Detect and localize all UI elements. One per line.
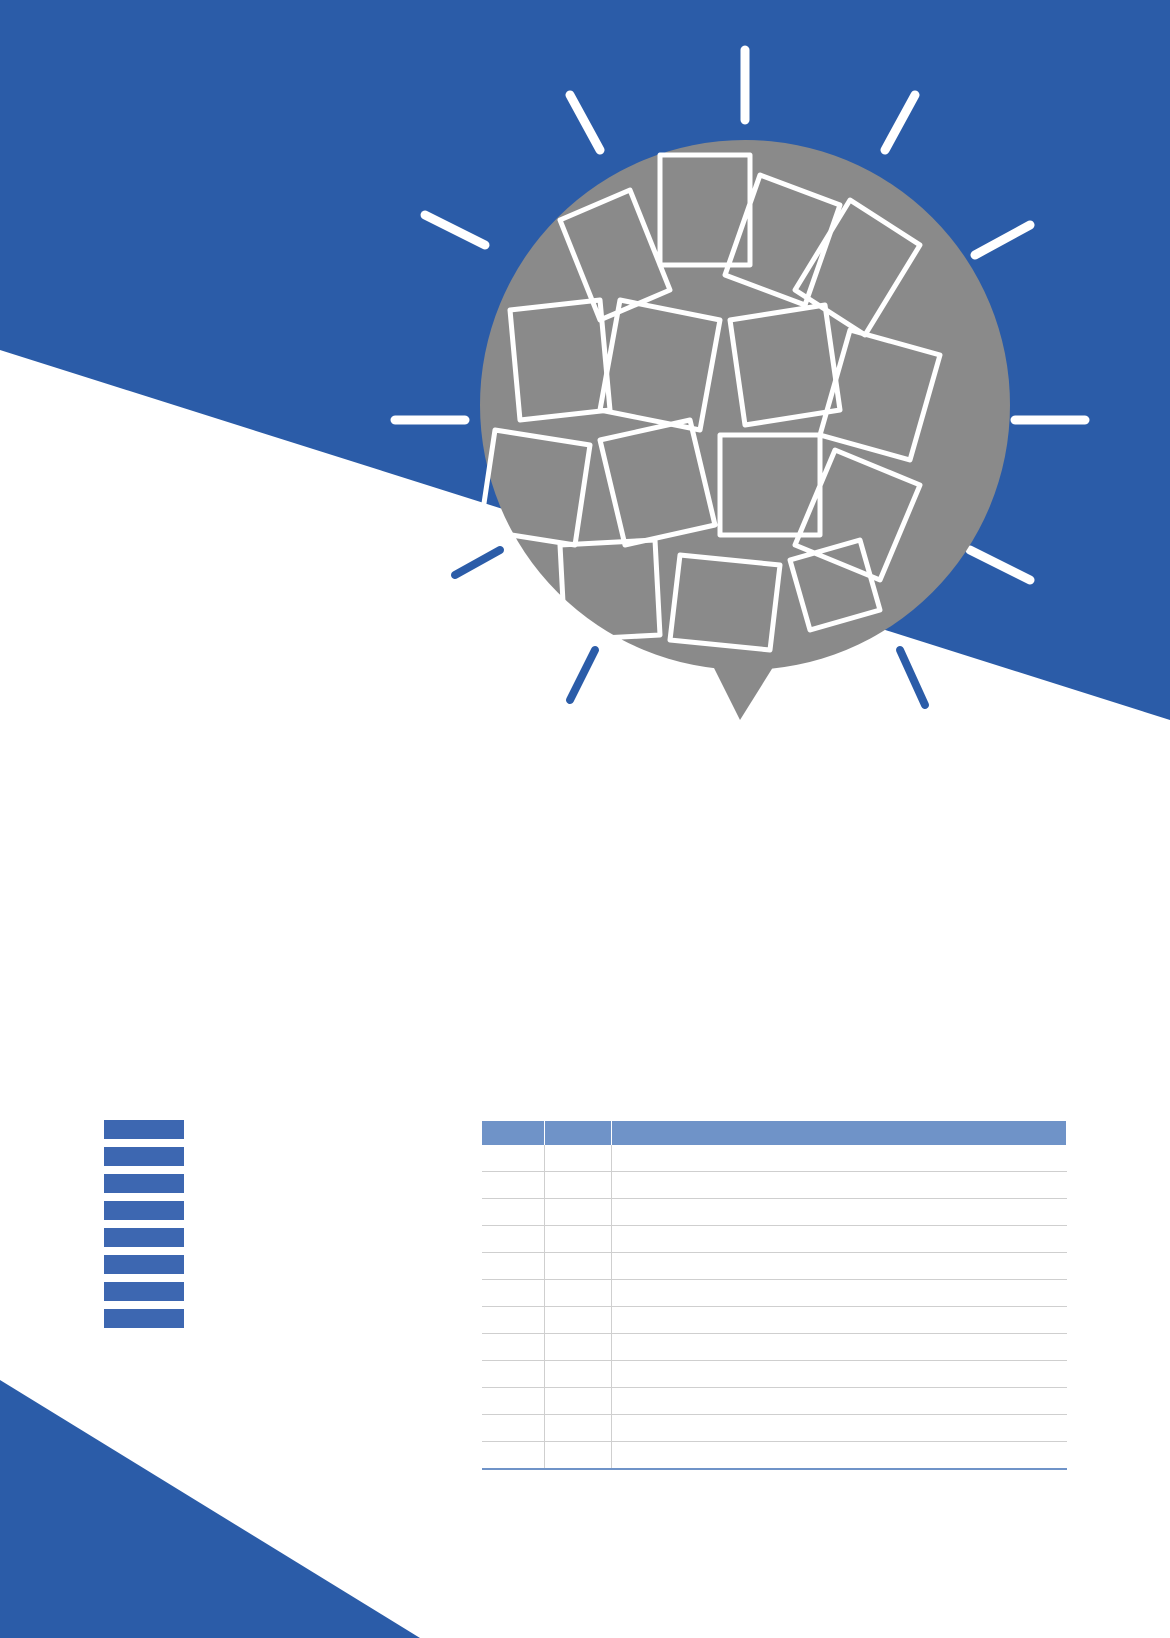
info-target	[104, 1228, 474, 1247]
info-label	[104, 1282, 184, 1301]
row-week	[482, 1280, 545, 1307]
row-date	[545, 1334, 612, 1361]
table-row	[482, 1361, 1067, 1388]
row-date	[545, 1415, 612, 1442]
table-row	[482, 1334, 1067, 1361]
info-panel	[104, 1120, 474, 1336]
info-intro	[104, 1174, 474, 1193]
info-professor	[104, 1147, 474, 1166]
row-topic	[612, 1334, 1067, 1361]
table-row	[482, 1280, 1067, 1307]
info-label	[104, 1255, 184, 1274]
info-label	[104, 1120, 184, 1139]
row-week	[482, 1199, 545, 1226]
header-week	[482, 1121, 545, 1145]
row-topic	[612, 1172, 1067, 1199]
row-week	[482, 1253, 545, 1280]
table-row	[482, 1226, 1067, 1253]
info-library	[104, 1120, 474, 1139]
row-topic	[612, 1361, 1067, 1388]
info-reception	[104, 1255, 474, 1274]
row-topic	[612, 1442, 1067, 1470]
row-topic	[612, 1226, 1067, 1253]
table-row	[482, 1199, 1067, 1226]
row-week	[482, 1334, 545, 1361]
header-topic	[612, 1121, 1067, 1145]
row-week	[482, 1361, 545, 1388]
info-label	[104, 1309, 184, 1328]
info-value	[196, 1282, 474, 1301]
row-week	[482, 1442, 545, 1470]
schedule-table	[482, 1121, 1067, 1470]
info-value	[196, 1120, 474, 1139]
info-value	[196, 1147, 474, 1166]
info-period	[104, 1201, 474, 1220]
table-row	[482, 1307, 1067, 1334]
row-date	[545, 1145, 612, 1172]
table-row	[482, 1253, 1067, 1280]
header-date	[545, 1121, 612, 1145]
row-date	[545, 1307, 612, 1334]
blue-bottom-corner	[0, 1380, 420, 1638]
info-value	[196, 1228, 474, 1247]
row-date	[545, 1280, 612, 1307]
table-row	[482, 1145, 1067, 1172]
row-topic	[612, 1199, 1067, 1226]
info-label	[104, 1228, 184, 1247]
info-label	[104, 1147, 184, 1166]
table-row	[482, 1172, 1067, 1199]
row-topic	[612, 1388, 1067, 1415]
schedule-header-row	[482, 1121, 1067, 1145]
row-topic	[612, 1307, 1067, 1334]
row-week	[482, 1307, 545, 1334]
row-topic	[612, 1145, 1067, 1172]
row-week	[482, 1172, 545, 1199]
row-date	[545, 1442, 612, 1470]
row-week	[482, 1145, 545, 1172]
row-week	[482, 1226, 545, 1253]
table-row	[482, 1388, 1067, 1415]
row-date	[545, 1172, 612, 1199]
info-value	[196, 1201, 474, 1220]
row-week	[482, 1388, 545, 1415]
info-method	[104, 1282, 474, 1301]
row-date	[545, 1388, 612, 1415]
info-value	[196, 1174, 474, 1193]
row-date	[545, 1253, 612, 1280]
table-row	[482, 1442, 1067, 1470]
info-label	[104, 1174, 184, 1193]
row-topic	[612, 1280, 1067, 1307]
info-value	[196, 1255, 474, 1274]
row-topic	[612, 1415, 1067, 1442]
row-week	[482, 1415, 545, 1442]
info-label	[104, 1201, 184, 1220]
info-value	[196, 1309, 474, 1328]
row-date	[545, 1361, 612, 1388]
info-contact	[104, 1309, 474, 1328]
table-row	[482, 1415, 1067, 1442]
row-topic	[612, 1253, 1067, 1280]
poster-period	[615, 915, 655, 964]
row-date	[545, 1226, 612, 1253]
row-date	[545, 1199, 612, 1226]
